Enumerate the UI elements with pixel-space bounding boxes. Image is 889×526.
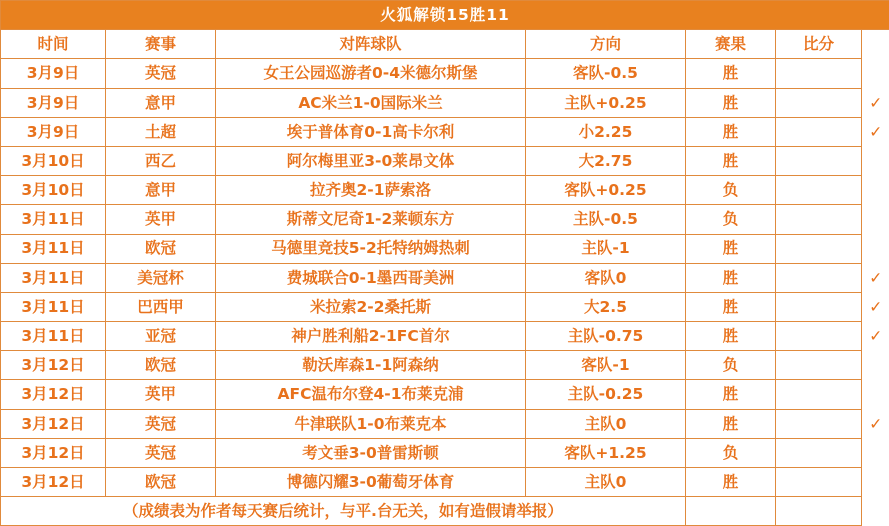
cell-direction: 大2.75: [526, 146, 686, 175]
cell-direction: 主队0: [526, 468, 686, 497]
cell-tick: [862, 205, 889, 234]
cell-result: 胜: [686, 59, 776, 88]
column-header-result: 赛果: [686, 30, 776, 59]
table-row: [1, 468, 889, 497]
cell-tick: [862, 351, 889, 380]
cell-tick: [862, 468, 889, 497]
cell-time: 3月11日: [1, 263, 106, 292]
cell-direction: 主队-1: [526, 234, 686, 263]
cell-direction: 客队+1.25: [526, 438, 686, 467]
cell-direction: 客队-0.5: [526, 59, 686, 88]
cell-match: 神户胜利船2-1FC首尔: [216, 322, 526, 351]
cell-direction: 主队0: [526, 409, 686, 438]
cell-score: [776, 234, 862, 263]
cell-time: 3月12日: [1, 380, 106, 409]
cell-result: 胜: [686, 292, 776, 321]
footer-blank-score: [776, 497, 862, 526]
cell-time: 3月12日: [1, 468, 106, 497]
table-row: [1, 351, 889, 380]
cell-result: 胜: [686, 468, 776, 497]
cell-league: 巴西甲: [106, 292, 216, 321]
cell-tick: [862, 146, 889, 175]
cell-direction: 客队-1: [526, 351, 686, 380]
cell-league: 美冠杯: [106, 263, 216, 292]
page-title: 火狐解锁15胜11: [1, 1, 889, 30]
cell-direction: 主队-0.75: [526, 322, 686, 351]
cell-match: AC米兰1-0国际米兰: [216, 88, 526, 117]
cell-tick: [862, 234, 889, 263]
header-row: [1, 30, 889, 59]
cell-score: [776, 205, 862, 234]
cell-time: 3月12日: [1, 351, 106, 380]
cell-score: [776, 322, 862, 351]
table-row: [1, 380, 889, 409]
cell-score: [776, 409, 862, 438]
cell-score: [776, 292, 862, 321]
cell-league: 英甲: [106, 205, 216, 234]
cell-score: [776, 438, 862, 467]
cell-direction: 主队+0.25: [526, 88, 686, 117]
cell-match: 马德里竞技5-2托特纳姆热刺: [216, 234, 526, 263]
cell-result: 胜: [686, 117, 776, 146]
footer-row: [1, 497, 889, 526]
cell-tick: ✓: [862, 292, 889, 321]
cell-result: 胜: [686, 88, 776, 117]
cell-score: [776, 146, 862, 175]
cell-result: 胜: [686, 409, 776, 438]
cell-time: 3月11日: [1, 322, 106, 351]
column-header-league: 赛事: [106, 30, 216, 59]
cell-result: 负: [686, 176, 776, 205]
table-row: [1, 146, 889, 175]
cell-result: 胜: [686, 234, 776, 263]
cell-score: [776, 88, 862, 117]
footer-note: （成绩表为作者每天赛后统计，与平.台无关，如有造假请举报）: [1, 497, 686, 526]
cell-match: 勒沃库森1-1阿森纳: [216, 351, 526, 380]
column-header-time: 时间: [1, 30, 106, 59]
cell-league: 英冠: [106, 438, 216, 467]
cell-time: 3月9日: [1, 59, 106, 88]
cell-tick: ✓: [862, 117, 889, 146]
cell-score: [776, 380, 862, 409]
table-row: [1, 322, 889, 351]
cell-match: 米拉索2-2桑托斯: [216, 292, 526, 321]
cell-score: [776, 351, 862, 380]
cell-match: 阿尔梅里亚3-0莱昂文体: [216, 146, 526, 175]
cell-direction: 客队+0.25: [526, 176, 686, 205]
table-row: [1, 205, 889, 234]
cell-direction: 小2.25: [526, 117, 686, 146]
footer-blank-result: [686, 497, 776, 526]
cell-time: 3月12日: [1, 409, 106, 438]
cell-league: 亚冠: [106, 322, 216, 351]
cell-match: AFC温布尔登4-1布莱克浦: [216, 380, 526, 409]
column-header-score: 比分: [776, 30, 862, 59]
cell-league: 欧冠: [106, 468, 216, 497]
cell-score: [776, 176, 862, 205]
cell-league: 欧冠: [106, 234, 216, 263]
cell-match: 博德闪耀3-0葡萄牙体育: [216, 468, 526, 497]
cell-result: 胜: [686, 146, 776, 175]
footer-blank-extra: [862, 497, 889, 526]
cell-result: 负: [686, 205, 776, 234]
cell-tick: ✓: [862, 263, 889, 292]
table-row: [1, 263, 889, 292]
cell-direction: 主队-0.5: [526, 205, 686, 234]
cell-match: 女王公园巡游者0-4米德尔斯堡: [216, 59, 526, 88]
cell-tick: [862, 59, 889, 88]
cell-match: 斯蒂文尼奇1-2莱顿东方: [216, 205, 526, 234]
table-row: [1, 438, 889, 467]
cell-result: 胜: [686, 322, 776, 351]
cell-tick: ✓: [862, 322, 889, 351]
column-header-direction: 方向: [526, 30, 686, 59]
cell-direction: 客队0: [526, 263, 686, 292]
cell-time: 3月12日: [1, 438, 106, 467]
table-row: [1, 234, 889, 263]
cell-score: [776, 117, 862, 146]
table-row: [1, 117, 889, 146]
table-row: [1, 88, 889, 117]
cell-result: 负: [686, 438, 776, 467]
cell-score: [776, 263, 862, 292]
table-row: [1, 409, 889, 438]
cell-match: 考文垂3-0普雷斯顿: [216, 438, 526, 467]
cell-league: 英冠: [106, 409, 216, 438]
cell-league: 欧冠: [106, 351, 216, 380]
cell-match: 费城联合0-1墨西哥美洲: [216, 263, 526, 292]
cell-league: 意甲: [106, 176, 216, 205]
cell-time: 3月9日: [1, 117, 106, 146]
cell-league: 土超: [106, 117, 216, 146]
cell-time: 3月9日: [1, 88, 106, 117]
cell-league: 意甲: [106, 88, 216, 117]
cell-match: 牛津联队1-0布莱克本: [216, 409, 526, 438]
cell-time: 3月11日: [1, 292, 106, 321]
title-row: [1, 1, 889, 30]
cell-tick: [862, 438, 889, 467]
cell-result: 胜: [686, 380, 776, 409]
cell-time: 3月10日: [1, 176, 106, 205]
cell-direction: 大2.5: [526, 292, 686, 321]
cell-time: 3月11日: [1, 234, 106, 263]
table-body: [1, 1, 889, 526]
cell-league: 西乙: [106, 146, 216, 175]
cell-league: 英甲: [106, 380, 216, 409]
cell-tick: ✓: [862, 409, 889, 438]
cell-direction: 主队-0.25: [526, 380, 686, 409]
table-row: [1, 292, 889, 321]
cell-tick: ✓: [862, 88, 889, 117]
column-header-match: 对阵球队: [216, 30, 526, 59]
cell-time: 3月10日: [1, 146, 106, 175]
cell-score: [776, 59, 862, 88]
cell-match: 拉齐奥2-1萨索洛: [216, 176, 526, 205]
cell-score: [776, 468, 862, 497]
table-row: [1, 176, 889, 205]
cell-tick: [862, 176, 889, 205]
cell-result: 胜: [686, 263, 776, 292]
cell-time: 3月11日: [1, 205, 106, 234]
column-header-extra: [862, 30, 889, 59]
cell-match: 埃于普体育0-1高卡尔利: [216, 117, 526, 146]
cell-league: 英冠: [106, 59, 216, 88]
cell-result: 负: [686, 351, 776, 380]
cell-tick: [862, 380, 889, 409]
table-row: [1, 59, 889, 88]
